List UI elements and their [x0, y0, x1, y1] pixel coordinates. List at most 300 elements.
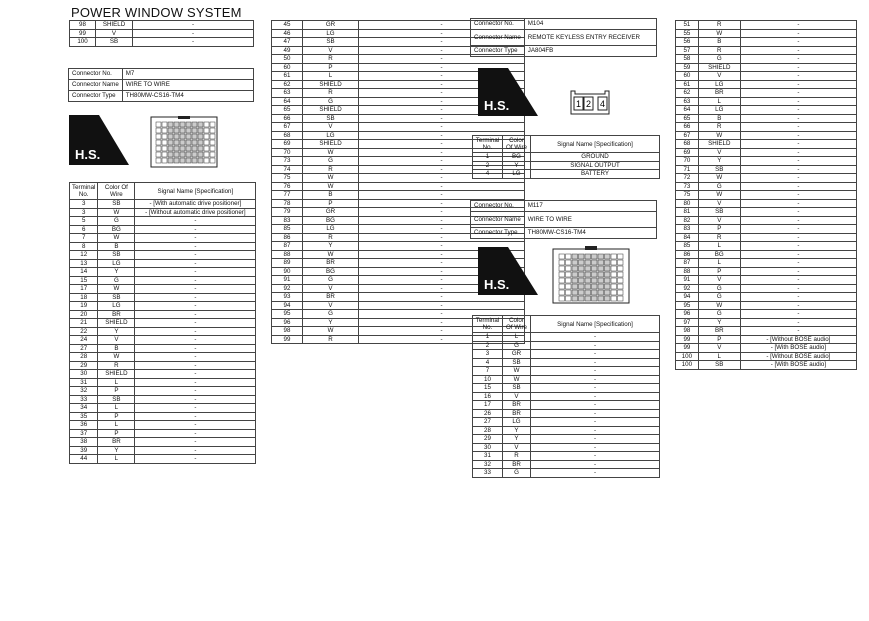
signal-cell: -	[359, 259, 525, 268]
signal-cell: -	[359, 182, 525, 191]
table-row	[70, 446, 256, 455]
signal-cell: -	[135, 378, 256, 387]
pin-cavity	[198, 128, 203, 133]
color-cell: Y	[503, 426, 531, 435]
color-cell: G	[303, 157, 359, 166]
terminal-cell: 99	[70, 29, 96, 38]
table-row	[473, 375, 660, 384]
pin-cavity	[198, 134, 203, 139]
signal-cell: -	[740, 63, 856, 72]
pin-cavity	[592, 272, 598, 277]
table-row	[473, 358, 660, 367]
pin-cavity	[585, 272, 591, 277]
pin-cavity	[186, 128, 191, 133]
signal-cell: -	[531, 333, 660, 342]
terminal-cell: 34	[70, 404, 98, 413]
table-row	[676, 216, 857, 225]
color-cell: W	[98, 234, 135, 243]
m104-pin-label: 2	[586, 99, 592, 109]
table-row	[70, 336, 256, 345]
table-row	[676, 361, 857, 370]
pin-cavity	[174, 140, 179, 145]
terminal-cell: 98	[272, 327, 303, 336]
terminal-cell: 73	[676, 182, 699, 191]
signal-cell: -	[133, 29, 254, 38]
pin-cavity	[598, 260, 604, 265]
pin-cavity	[605, 284, 611, 289]
color-cell: G	[503, 469, 531, 478]
color-cell: V	[503, 443, 531, 452]
color-cell: P	[698, 267, 740, 276]
pin-cavity	[174, 146, 179, 151]
signal-cell: GROUND	[531, 153, 660, 162]
pin-cavity	[168, 158, 173, 163]
table-row	[676, 293, 857, 302]
pin-cavity	[192, 134, 197, 139]
color-cell: B	[303, 191, 359, 200]
connector-type-label: Connector Type	[471, 228, 525, 239]
pin-cavity	[598, 266, 604, 271]
color-cell: BR	[503, 409, 531, 418]
table-row	[70, 259, 256, 268]
pin-cavity	[566, 290, 572, 295]
color-cell: B	[698, 114, 740, 123]
pin-cavity	[180, 128, 185, 133]
pin-cavity	[579, 266, 585, 271]
table-row	[473, 460, 660, 469]
signal-cell: -	[135, 251, 256, 260]
m104-terminal-table	[472, 135, 660, 179]
table-row	[473, 333, 660, 342]
color-cell: L	[98, 378, 135, 387]
pin-cavity	[192, 128, 197, 133]
color-cell: SHIELD	[98, 319, 135, 328]
signal-cell: -	[135, 302, 256, 311]
signal-cell: -	[359, 233, 525, 242]
pin-cavity	[210, 128, 215, 133]
terminal-cell: 19	[70, 302, 98, 311]
terminal-cell: 6	[70, 225, 98, 234]
color-cell: R	[698, 123, 740, 132]
pin-cavity	[210, 152, 215, 157]
pin-cavity	[579, 278, 585, 283]
terminal-cell: 33	[70, 395, 98, 404]
pin-cavity	[192, 152, 197, 157]
table-row	[70, 217, 256, 226]
terminal-cell: 27	[473, 418, 503, 427]
pin-cavity	[156, 146, 161, 151]
pin-cavity	[204, 122, 209, 127]
table-row	[676, 191, 857, 200]
pin-cavity	[598, 290, 604, 295]
table-row	[70, 412, 256, 421]
pin-cavity	[592, 254, 598, 259]
terminal-cell: 60	[676, 72, 699, 81]
color-cell: GR	[503, 350, 531, 359]
terminal-cell: 17	[70, 285, 98, 294]
m7-connector-name: WIRE TO WIRE	[122, 80, 253, 91]
terminal-cell: 61	[272, 72, 303, 81]
signal-cell: -	[740, 131, 856, 140]
pin-cavity	[204, 152, 209, 157]
signal-cell: -	[740, 267, 856, 276]
table-row	[676, 344, 857, 353]
signal-cell: -	[359, 225, 525, 234]
table-row	[676, 114, 857, 123]
pin-cavity	[579, 290, 585, 295]
signal-cell: -	[740, 242, 856, 251]
terminal-cell: 51	[676, 21, 699, 30]
signal-cell: -	[135, 429, 256, 438]
pin-cavity	[210, 134, 215, 139]
color-cell: BG	[303, 216, 359, 225]
pin-cavity	[605, 278, 611, 283]
color-cell: L	[98, 421, 135, 430]
pin-cavity	[174, 128, 179, 133]
color-cell: Y	[503, 435, 531, 444]
pin-cavity	[162, 140, 167, 145]
color-cell: SHIELD	[698, 63, 740, 72]
color-cell: V	[303, 301, 359, 310]
color-cell: G	[98, 217, 135, 226]
color-cell: BR	[503, 460, 531, 469]
pin-cavity	[162, 158, 167, 163]
color-cell: L	[698, 352, 740, 361]
pin-cavity	[611, 296, 617, 301]
terminal-cell: 24	[70, 336, 98, 345]
color-cell: V	[98, 336, 135, 345]
signal-cell: -	[135, 361, 256, 370]
pin-cavity	[180, 146, 185, 151]
table-row	[473, 341, 660, 350]
pin-cavity	[198, 140, 203, 145]
color-cell: R	[698, 46, 740, 55]
pin-cavity	[186, 140, 191, 145]
terminal-cell: 70	[676, 157, 699, 166]
color-cell: SHIELD	[303, 106, 359, 115]
signal-cell: - [Without BOSE audio]	[740, 335, 856, 344]
table-row	[473, 350, 660, 359]
color-cell: L	[98, 404, 135, 413]
terminal-cell: 50	[272, 55, 303, 64]
terminal-cell: 75	[676, 191, 699, 200]
signal-cell: -	[740, 106, 856, 115]
pin-cavity	[156, 152, 161, 157]
terminal-cell: 69	[272, 140, 303, 149]
m104-connector-no: M104	[524, 19, 656, 30]
signal-cell: -	[359, 199, 525, 208]
signal-cell: -	[740, 157, 856, 166]
connector-type-label: Connector Type	[69, 91, 123, 102]
terminal-cell: 70	[272, 148, 303, 157]
pin-cavity	[566, 266, 572, 271]
table-row	[473, 409, 660, 418]
terminal-cell: 95	[676, 301, 699, 310]
signal-cell: BATTERY	[531, 170, 660, 179]
m117-connector-info	[470, 200, 657, 239]
m7-terminal-table	[69, 182, 256, 464]
signal-cell: -	[135, 225, 256, 234]
terminal-cell: 91	[676, 276, 699, 285]
signal-cell: -	[740, 276, 856, 285]
terminal-cell: 2	[473, 341, 503, 350]
signal-cell: -	[740, 250, 856, 259]
color-cell: V	[698, 276, 740, 285]
pin-cavity	[611, 260, 617, 265]
pin-cavity	[204, 158, 209, 163]
pin-cavity	[186, 152, 191, 157]
pin-cavity	[156, 140, 161, 145]
table-row	[676, 55, 857, 64]
pin-cavity	[559, 254, 565, 259]
color-cell: BR	[98, 438, 135, 447]
color-cell: LG	[303, 29, 359, 38]
color-cell: R	[303, 89, 359, 98]
terminal-cell: 49	[272, 46, 303, 55]
terminal-cell: 66	[272, 114, 303, 123]
table-row	[70, 38, 254, 47]
table-row	[70, 455, 256, 464]
color-cell: V	[96, 29, 133, 38]
table-row	[70, 302, 256, 311]
terminal-cell: 76	[272, 182, 303, 191]
terminal-cell: 98	[70, 21, 96, 30]
table-row	[70, 276, 256, 285]
terminal-cell: 68	[272, 131, 303, 140]
terminal-cell: 59	[676, 63, 699, 72]
pin-cavity	[204, 146, 209, 151]
signal-cell: -	[135, 353, 256, 362]
terminal-cell: 1	[473, 153, 503, 162]
table-row	[676, 284, 857, 293]
terminal-cell: 99	[676, 344, 699, 353]
pin-cavity	[198, 158, 203, 163]
terminal-cell: 46	[272, 29, 303, 38]
color-cell: SB	[98, 293, 135, 302]
pin-cavity	[156, 134, 161, 139]
color-cell: SHIELD	[303, 80, 359, 89]
table-row	[70, 242, 256, 251]
header-terminal-no: Terminal No.	[473, 136, 503, 153]
color-cell: Y	[698, 318, 740, 327]
color-cell: SHIELD	[96, 21, 133, 30]
signal-cell: -	[740, 233, 856, 242]
table-row	[473, 367, 660, 376]
table-row	[70, 378, 256, 387]
signal-cell: -	[359, 276, 525, 285]
terminal-cell: 62	[272, 80, 303, 89]
pin-cavity	[174, 122, 179, 127]
signal-cell: -	[359, 293, 525, 302]
signal-cell: -	[531, 375, 660, 384]
pin-cavity	[592, 266, 598, 271]
pin-cavity	[168, 134, 173, 139]
table-row	[70, 225, 256, 234]
terminal-cell: 100	[676, 352, 699, 361]
signal-cell: -	[531, 401, 660, 410]
signal-cell: -	[135, 412, 256, 421]
pin-cavity	[585, 278, 591, 283]
pin-cavity	[566, 272, 572, 277]
pin-cavity	[618, 284, 624, 289]
color-cell: B	[98, 344, 135, 353]
pin-cavity	[592, 278, 598, 283]
m104-connector-icon	[565, 90, 615, 116]
terminal-cell: 98	[676, 327, 699, 336]
signal-cell: -	[359, 310, 525, 319]
table-row	[473, 161, 660, 170]
table-row	[676, 182, 857, 191]
table-row	[676, 310, 857, 319]
signal-cell: -	[359, 157, 525, 166]
terminal-cell: 75	[272, 174, 303, 183]
terminal-cell: 32	[473, 460, 503, 469]
pin-cavity	[579, 284, 585, 289]
terminal-cell: 81	[676, 208, 699, 217]
table-row	[272, 182, 525, 191]
table-row	[70, 234, 256, 243]
signal-cell: -	[135, 438, 256, 447]
signal-cell: -	[531, 426, 660, 435]
terminal-cell: 73	[272, 157, 303, 166]
terminal-cell: 4	[473, 170, 503, 179]
terminal-cell: 66	[676, 123, 699, 132]
table-row	[473, 443, 660, 452]
terminal-cell: 62	[676, 89, 699, 98]
terminal-cell: 1	[473, 333, 503, 342]
table-row	[676, 233, 857, 242]
table-row	[70, 438, 256, 447]
hs-label: H.S.	[484, 98, 510, 113]
signal-cell: -	[135, 395, 256, 404]
pin-cavity	[592, 296, 598, 301]
table-row	[676, 106, 857, 115]
signal-cell: -	[133, 38, 254, 47]
pin-cavity	[605, 260, 611, 265]
signal-cell: -	[740, 55, 856, 64]
color-cell: G	[303, 276, 359, 285]
signal-cell: -	[135, 404, 256, 413]
color-cell: SB	[98, 395, 135, 404]
table-row	[70, 200, 256, 209]
table-row	[676, 123, 857, 132]
signal-cell: -	[135, 242, 256, 251]
pin-cavity	[579, 260, 585, 265]
terminal-cell: 3	[70, 208, 98, 217]
pin-cavity	[186, 146, 191, 151]
signal-cell: -	[740, 38, 856, 47]
pin-cavity	[566, 284, 572, 289]
signal-cell: -	[135, 455, 256, 464]
terminal-cell: 92	[272, 284, 303, 293]
table-row	[676, 80, 857, 89]
color-cell: G	[503, 341, 531, 350]
signal-cell: -	[359, 284, 525, 293]
color-cell: R	[303, 55, 359, 64]
terminal-cell: 92	[676, 284, 699, 293]
pin-cavity	[592, 260, 598, 265]
color-cell: L	[698, 259, 740, 268]
header-color-of-wire: Color Of Wire	[503, 136, 531, 153]
color-cell: L	[503, 333, 531, 342]
terminal-cell: 63	[272, 89, 303, 98]
signal-cell: - [Without automatic drive positioner]	[135, 208, 256, 217]
signal-cell: -	[359, 114, 525, 123]
terminal-cell: 87	[272, 242, 303, 251]
connector-name-label: Connector Name	[471, 30, 525, 46]
terminal-cell: 84	[676, 233, 699, 242]
pin-cavity	[579, 272, 585, 277]
color-cell: SB	[303, 38, 359, 47]
terminal-cell: 97	[676, 318, 699, 327]
pin-cavity	[168, 122, 173, 127]
pin-cavity	[180, 158, 185, 163]
pin-cavity	[611, 272, 617, 277]
pin-cavity	[572, 266, 578, 271]
pin-cavity	[605, 272, 611, 277]
connector-no-label: Connector No.	[69, 69, 123, 80]
table-row	[70, 327, 256, 336]
terminal-cell: 78	[272, 199, 303, 208]
terminal-cell: 45	[272, 21, 303, 30]
terminal-cell: 64	[676, 106, 699, 115]
terminal-cell: 3	[70, 200, 98, 209]
connector-no-label: Connector No.	[471, 19, 525, 30]
color-cell: V	[303, 284, 359, 293]
color-cell: R	[503, 452, 531, 461]
table-row	[70, 293, 256, 302]
table-row	[676, 352, 857, 361]
color-cell: R	[303, 335, 359, 344]
signal-cell: -	[135, 421, 256, 430]
hs-label: H.S.	[75, 147, 101, 162]
table-row	[70, 344, 256, 353]
pin-cavity	[559, 296, 565, 301]
terminal-cell: 29	[473, 435, 503, 444]
pin-cavity	[198, 122, 203, 127]
table-row	[70, 208, 256, 217]
terminal-cell: 83	[676, 225, 699, 234]
terminal-cell: 99	[676, 335, 699, 344]
pin-cavity	[186, 158, 191, 163]
pin-cavity	[618, 254, 624, 259]
color-cell: Y	[698, 157, 740, 166]
header-color-of-wire: Color Of Wire	[503, 316, 531, 333]
color-cell: W	[303, 327, 359, 336]
signal-cell: -	[740, 123, 856, 132]
page-title: POWER WINDOW SYSTEM	[71, 5, 242, 20]
table-row	[676, 21, 857, 30]
header-terminal-no: Terminal No.	[70, 183, 98, 200]
pin-cavity	[592, 290, 598, 295]
pin-cavity	[611, 266, 617, 271]
terminal-cell: 39	[70, 446, 98, 455]
terminal-cell: 94	[676, 293, 699, 302]
color-cell: Y	[303, 242, 359, 251]
color-cell: SHIELD	[303, 140, 359, 149]
terminal-cell: 14	[70, 268, 98, 277]
pin-cavity	[598, 272, 604, 277]
color-cell: P	[98, 387, 135, 396]
signal-cell: -	[359, 216, 525, 225]
signal-cell: -	[359, 267, 525, 276]
terminal-cell: 10	[473, 375, 503, 384]
color-cell: W	[698, 131, 740, 140]
color-cell: GR	[303, 208, 359, 217]
signal-cell: -	[740, 216, 856, 225]
terminal-cell: 5	[70, 217, 98, 226]
pin-cavity	[180, 152, 185, 157]
